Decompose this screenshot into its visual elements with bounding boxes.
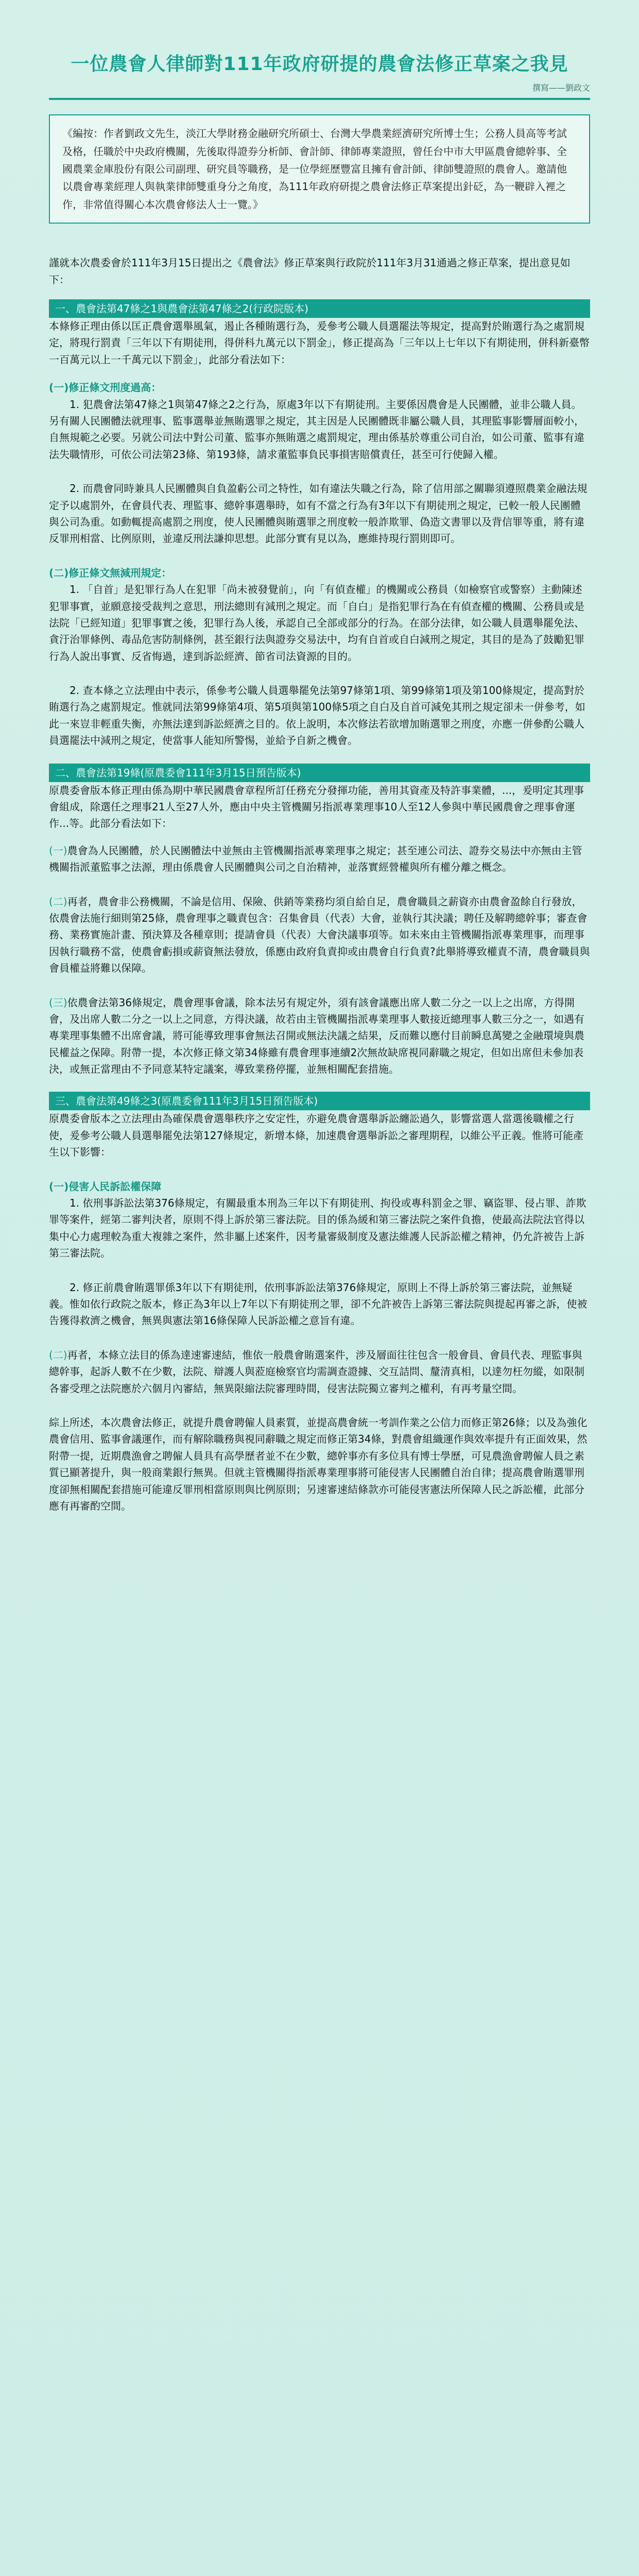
section-2-point-2 bbox=[49, 893, 590, 977]
section-1-point-1: 1. 犯農會法第47條之1與第47條之2之行為，原處3年以下有期徒刑。主要係因農會是人民團體，並非公職人員。另有關人民團體法就理事、監事選舉並無賄選罪之規定，其主因是人民團體既非屬公職人員，其理監事影響層面較小，自無規範之必要。另就公司法中對公司董、監事亦無賄選之處罰規定，理由係基於尊重公司自治，如公司董、監事有違法失職情形，可依公司法第23條、第193條，請求董監事負民事損害賠償責任，甚至可行使歸入權。 bbox=[49, 398, 584, 461]
section-2-point-2-text: 再者，農會非公務機關，不論是信用、保險、供銷等業務均須自給自足，農會職員之薪資亦由農會盈餘自行發放，依農會法施行細則第25條，農會理事之職責包含：召集會員（代表）大會，並執行其決議；聘任及解聘總幹事；審查會務、業務實施計畫、預決算及各種章則；提請會員（代表）大會決議事項等。如未來由主管機關指派專業理事，而理事因執行職務不當，使農會虧損或薪資無法發放，係應由政府負責抑或由農會自行負責?此舉將導致權責不清，農會職員與會員權益將難以保障。 bbox=[49, 895, 590, 975]
editor-note-text: 《編按：作者劉政文先生，淡江大學財務金融研究所碩士、台灣大學農業經濟研究所博士生；公務人員高等考試及格，任職於中央政府機關，先後取得證券分析師、會計師、律師專業證照，曾任台中市大甲區農會總幹事、全國農業金庫股份有限公司副理、研究員等職務，是一位學經歷豐富且擁有會計師、律師雙證照的農會人。邀請他以農會專業經理人與執業律師雙重身分之角度，為111年政府研提之農會法修正草案提出針砭，為一鞭辟入裡之作，非常值得關心本次農會修法人士一覽。》 bbox=[62, 127, 567, 211]
section-3-point-1: 1. 依刑事訴訟法第376條規定，有關最重本刑為三年以下有期徒刑、拘役或專科罰金之罪、竊盜罪、侵占罪、詐欺罪等案件，經第二審判決者，原則不得上訴於第三審法院。目的係為緩和第三審法院之案件負擔，使最高法院法官得以集中心力處理較為重大複雜之案件，然非屬上述案件，因考量審級制度及憲法維護人民訴訟權之精神，仍允許被告上訴第三審法院。 bbox=[49, 1197, 586, 1260]
section-2-point-3-label: (三) bbox=[49, 996, 67, 1009]
section-2-point-1-text: 農會為人民團體，於人民團體法中並無由主管機關指派專業理事之規定；甚至連公司法、證券交易法中亦無由主管機關指派董監事之法源，理由係農會人民團體與公司之自治精神，並落實經營權與所有權分離之概念。 bbox=[49, 844, 582, 874]
section-2-point-3-text: 依農會法第36條規定，農會理事會議，除本法另有規定外，須有該會議應出席人數二分之一以上之出席，方得開會，及出席人數二分之一以上之同意，方得決議，故若由主管機關指派專業理事人數接近總理事人數三分之一，如遇有專業理事集體不出席會議，將可能導致理事會無法召開或無法決議之結果，反而難以應付目前瞬息萬變之金融環境與農民權益之保障。附帶一提，本次修正條文第34條雖有農會理事連續2次無故缺席視同辭職之規定，但如出席但未參加表決，或無正當理由不予同意某特定議案，導致業務停擺，並無相關配套措施。 bbox=[49, 996, 584, 1076]
section-2-point-1-label: (一) bbox=[49, 844, 67, 857]
section-2-point-3 bbox=[49, 994, 590, 1078]
section-1-paragraph: 本條修正理由係以匡正農會選舉風氣，遏止各種賄選行為，爰參考公職人員選罷法等規定，提高對於賄選行為之處罰規定，將現行罰責「三年以下有期徒刑，得併科九萬元以下罰金」，修正提高為「三年以上七年以下有期徒刑，併科新臺幣一百萬元以上一千萬元以下罰金」，此部分看法如下： bbox=[49, 320, 590, 366]
section-1-point-2: 2. 而農會同時兼具人民團體與自負盈虧公司之特性，如有違法失職之行為，除了信用部之關聯須遵照農業金融法規定予以處罰外，在會員代表、理監事、總幹事選舉時，如有不當之行為有3年以下有期徒刑之規定，已較一般人民團體與公司為重。如動輒提高處罰之刑度，使人民團體與賄選罪之刑度較一般詐欺罪、偽造文書罪以及背信罪等重，將有違反罪刑相當、比例原則，並違反刑法謙抑思想。此部分實有見以為，應維持現行罰則即可。 bbox=[49, 482, 588, 545]
article-title: 一位農會人律師對111年政府研提的農會法修正草案之我見 bbox=[71, 54, 568, 75]
section-3-point-3-label: (二) bbox=[49, 1348, 67, 1361]
conclusion-paragraph: 綜上所述，本次農會法修正，就提升農會聘僱人員素質，並提高農會統一考訓作業之公信力而修正第26條；以及為強化農會信用、監事會議運作，而有解除職務與視同辭職之規定而修正第34條，對農會組織運作與效率提升有正面效果，然附帶一提，近期農漁會之聘僱人員具有高學歷者並不在少數，總幹事亦有多位具有博士學歷，可見農漁會聘僱人員之素質已顯著提升，與一般商業銀行無異。但就主管機關得指派專業理事將可能侵害人民團體自治自律；提高農會賄選罪刑度卻無相關配套措施可能違反罪刑相當原則與比例原則；另速審速結條款亦可能侵害憲法所保障人民之訴訟權，此部分應有再審酌空間。 bbox=[49, 1416, 588, 1512]
editor-note-box bbox=[49, 114, 590, 224]
section-3-paragraph: 原農委會版本之立法理由為確保農會選舉秩序之安定性，亦避免農會選舉訴訟纏訟過久，影響當選人當選後職權之行使，爰參考公職人員選舉罷免法第127條規定，新增本條，加速農會選舉訴訟之審理期程，以維公平正義。惟將可能產生以下影響： bbox=[49, 1112, 584, 1159]
section-3-subheading-1: (一)侵害人民訴訟權保障 bbox=[49, 1180, 162, 1193]
section-2-point-1 bbox=[49, 842, 590, 876]
author-byline: 撰寫——劉政文 bbox=[532, 83, 590, 93]
section-1-point-3: 1. 「自首」是犯罪行為人在犯罪「尚未被發覺前」，向「有偵查權」的機關或公務員（如檢察官或警察）主動陳述犯罪事實，並願意接受裁判之意思，刑法總則有減刑之規定。而「自白」是指犯罪行為在有偵查權的機關、公務員或是法院「已經知道」犯罪事實之後，犯罪行為人後，承認自己全部或部分的行為。在部分法律，如公職人員選舉罷免法、貪汙治罪條例、毒品危害防制條例，甚至銀行法與證券交易法中，均有自首或自白減刑之規定，其目的是為了鼓勵犯罪行為人說出事實、反省悔過，達到訴訟經濟、節省司法資源的目的。 bbox=[49, 583, 584, 663]
section-3-point-2: 2. 修正前農會賄選罪係3年以下有期徒刑，依刑事訴訟法第376條規定，原則上不得上訴於第三審法院，並無疑義。惟如依行政院之版本，修正為3年以上7年以下有期徒刑之罪，卻不允許被告上訴第三審法院與提起再審之訴，使被告獲得救濟之機會，無異與憲法第16條保障人民訴訟權之意旨有違。 bbox=[49, 1281, 588, 1327]
section-heading-1: 一、農會法第47條之1與農會法第47條之2(行政院版本) bbox=[49, 299, 590, 318]
section-1-subheading-2: (二)修正條文無減刑規定： bbox=[49, 566, 172, 579]
title-divider bbox=[49, 98, 590, 100]
section-1-point-4: 2. 查本條之立法理由中表示，係參考公職人員選舉罷免法第97條第1項、第99條第1項及第100條規定，提高對於賄選行為之處罰規定。惟就同法第99條第4項、第5項與第100條5項之自白及自首可減免其刑之規定卻未一併參考，如此一來豈非輕重失衡，亦無法達到訴訟經濟之目的。依上說明，本次修法若欲增加賄選罪之刑度，亦應一併參酌公職人員選罷法中減刑之規定，使當事人能知所警惕，並給予自新之機會。 bbox=[49, 684, 585, 747]
section-3-point-3-text: 再者，本條立法目的係為達速審速結，惟依一般農會賄選案件，涉及層面往往包含一般會員、會員代表、理監事與總幹事，起訴人數不在少數，法院、辯護人與蒞庭檢察官均需調查證據、交互詰問、釐清真相，以達勿枉勿縱，如限制各審受理之法院應於六個月內審結，無異限縮法院審理時間，侵害法院獨立審判之權利，有再考量空間。 bbox=[49, 1348, 584, 1395]
section-heading-3: 三、農會法第49條之3(原農委會111年3月15日預告版本) bbox=[49, 1092, 590, 1110]
section-heading-2: 二、農會法第19條(原農委會111年3月15日預告版本) bbox=[49, 764, 590, 782]
section-3-point-3 bbox=[49, 1347, 590, 1397]
intro-paragraph: 謹就本次農委會於111年3月15日提出之《農會法》修正草案與行政院於111年3月31通過之修正草案，提出意見如下： bbox=[49, 257, 571, 286]
section-1-subheading-1: (一)修正條文刑度過高： bbox=[49, 381, 162, 394]
section-2-point-2-label: (二) bbox=[49, 895, 67, 908]
section-2-paragraph: 原農委會版本修正理由係為期中華民國農會章程所訂任務充分發揮功能，善用其資產及特許事業體，...，爰明定其理事會組成，除選任之理事21人至27人外，應由中央主管機關另指派專業理事10人至12人參與中華民國農會之理事會運作...等。此部分看法如下： bbox=[49, 784, 584, 830]
